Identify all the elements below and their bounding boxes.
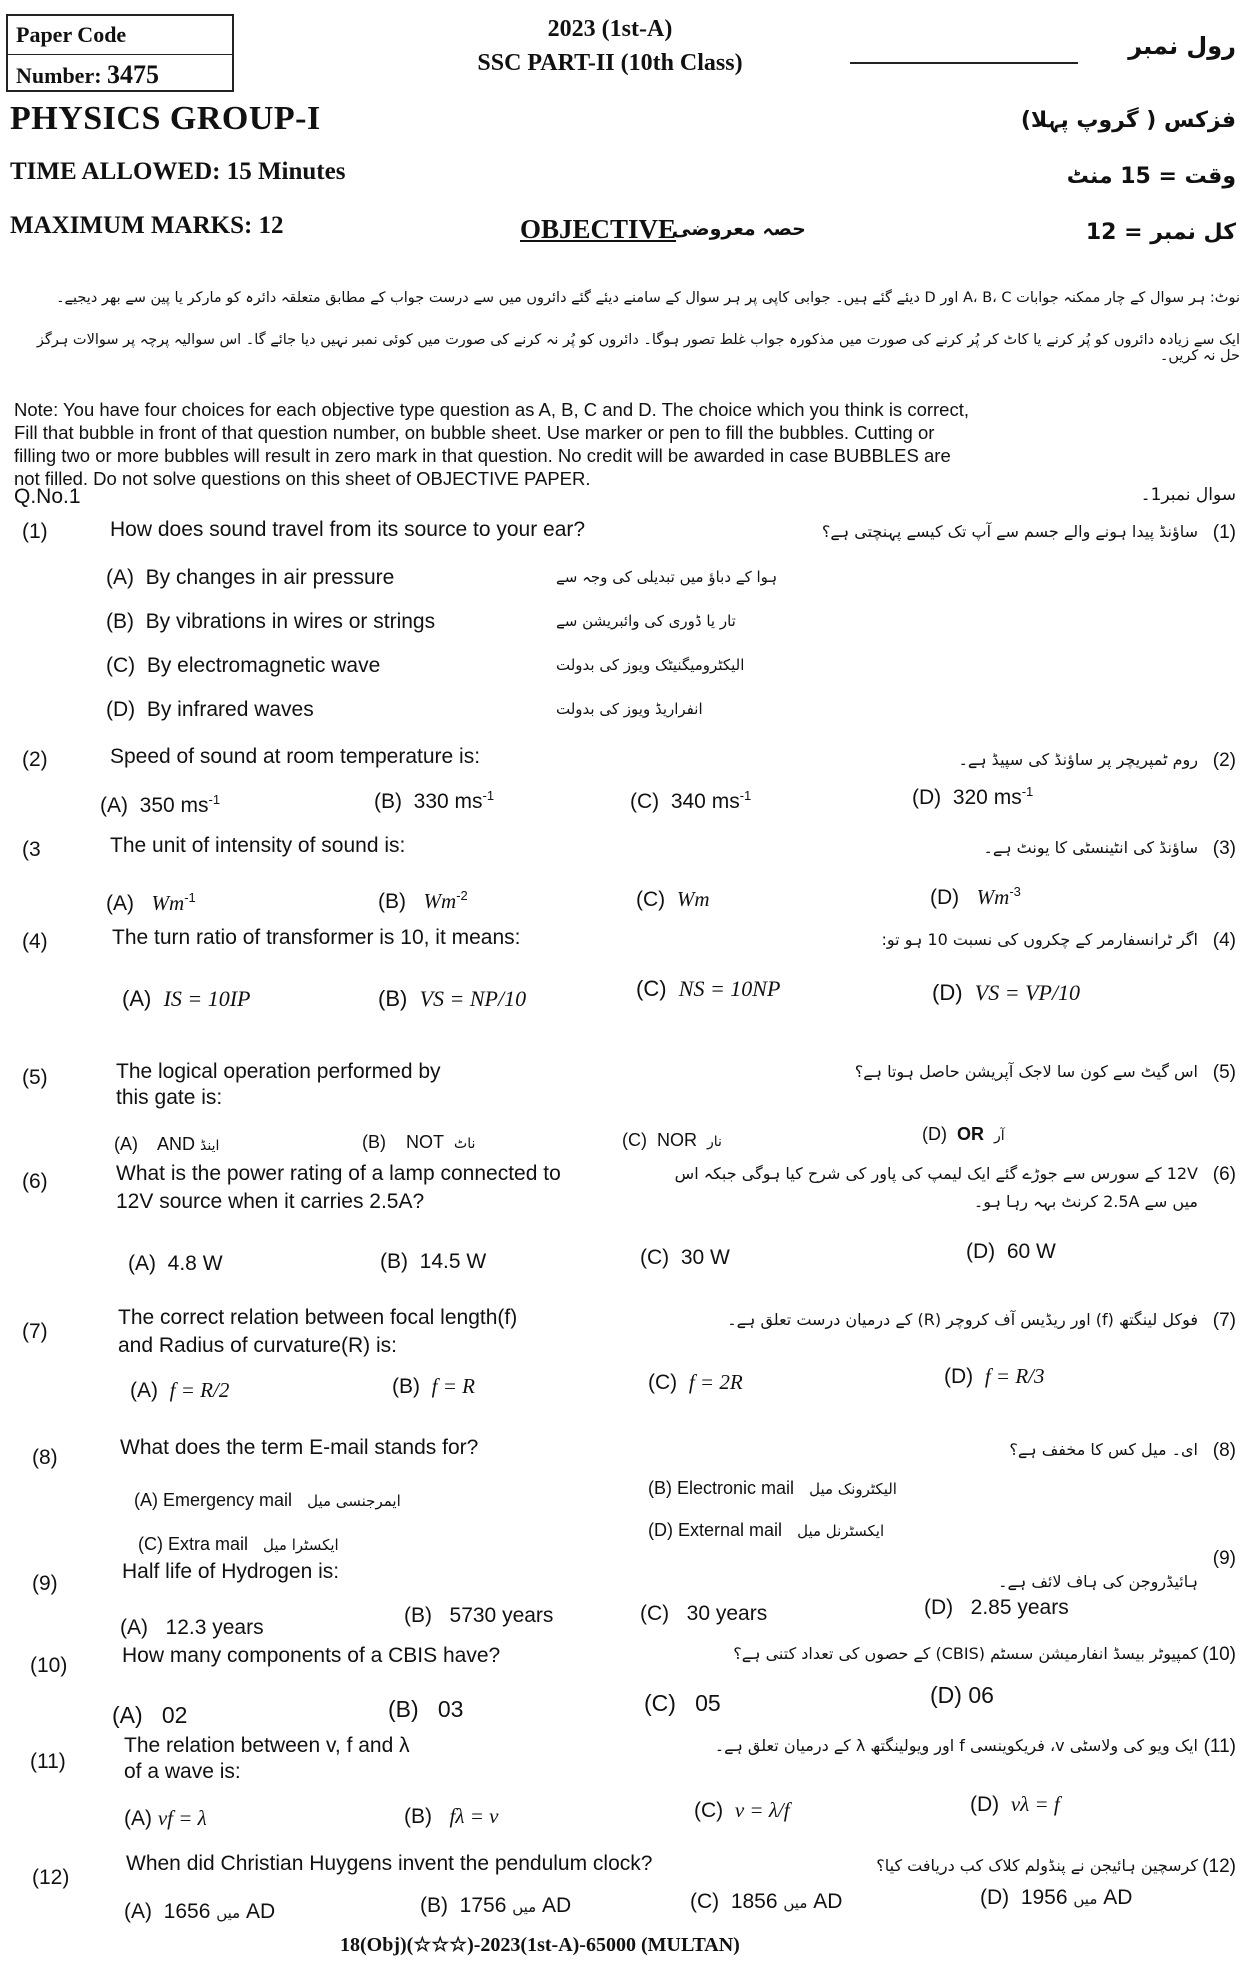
footer-code: 18(Obj)(☆☆☆)-2023(1st-A)-65000 (MULTAN) [340, 1934, 740, 1956]
option-b[interactable]: (B) 5730 years [404, 1604, 554, 1627]
option-c[interactable]: (C) NS = 10NP [636, 976, 781, 1001]
instructions-urdu-1: نوٹ: ہر سوال کے چار ممکنہ جوابات A، B، C اور D دیئے گئے ہیں۔ جوابی کاپی پر ہر سوال کے سامنے دیئے گئے دائروں میں سے درست جواب کے مطابق متعلقہ دائرہ کو مارکر یا پین سے بھر دیجیے۔ [56, 290, 1240, 306]
option-a[interactable]: (A) میں 1656 AD [124, 1900, 276, 1923]
maximum-marks: MAXIMUM MARKS: 12 [10, 212, 284, 239]
instructions-urdu-2: ایک سے زیادہ دائروں کو پُر کرنے یا کاٹ کر پُر کرنے کی صورت میں مذکورہ جواب غلط تصور ہوگا۔ دائروں کو پُر نہ کرنے کی صورت میں کوئی نمبر نہیں دیا جائے گا۔ اس سوالیہ پرچہ پر سوالات ہرگز حل نہ کریں۔ [36, 332, 1240, 364]
option-b[interactable]: (B) fλ = v [404, 1804, 499, 1828]
option-a[interactable]: (A) vf = λ [124, 1806, 207, 1830]
option-a[interactable]: (A) Emergency mail ایمرجنسی میل [134, 1490, 401, 1510]
option-d[interactable]: (D) vλ = f [970, 1792, 1060, 1816]
option-c[interactable]: (C) 30 W [640, 1246, 730, 1269]
exam-name: SSC PART-II (10th Class) [477, 50, 743, 76]
subject-title: PHYSICS GROUP-I [10, 100, 321, 137]
qno-label: Q.No.1 [14, 485, 81, 508]
option-a[interactable]: (A) 12.3 years [120, 1616, 264, 1639]
option-d[interactable]: (D) 320 $ms^{-1}$ [912, 784, 1034, 809]
option-c[interactable]: (C) میں 1856 AD [690, 1890, 843, 1913]
option-a[interactable]: (A) f = R/2 [130, 1378, 230, 1402]
option-b[interactable]: (B) NOT ناٹ [362, 1132, 476, 1152]
option-d[interactable]: (D) $Wm^{-3}$ [930, 884, 1021, 909]
option-a[interactable]: (A) 350 $ms^{-1}$ [100, 792, 221, 817]
qno-label-urdu: سوال نمبر1۔ [1140, 485, 1236, 505]
option-c[interactable]: (C) 340 $ms^{-1}$ [630, 788, 752, 813]
option-d[interactable]: (D) 2.85 years [924, 1596, 1069, 1619]
option-b[interactable]: (B) 14.5 W [380, 1250, 487, 1273]
roll-number-label: رول نمبر [1128, 32, 1236, 60]
option-c[interactable]: (C) By electromagnetic wave [106, 654, 381, 677]
option-d[interactable]: (D) External mail ایکسٹرنل میل [648, 1520, 885, 1540]
instructions-english: Note: You have four choices for each objective type question as A, B, C and D. The choice which you think is correct, Fill that bubble in front of that question number, on bubble sheet. Use marker or pen to fill the bubbles. Cutting or filling two or more bubbles will result in zero mark in that question. No credit will be awarded in case BUBBLES are not filled. Do not solve questions on this sheet of OBJECTIVE PAPER. [14, 399, 969, 489]
objective-heading: OBJECTIVE [520, 214, 677, 244]
option-c[interactable]: (C) 30 years [640, 1602, 768, 1625]
option-b[interactable]: (B) میں 1756 AD [420, 1894, 572, 1917]
objective-heading-urdu: حصہ معروضی [672, 218, 806, 240]
option-c[interactable]: (C) Extra mail ایکسٹرا میل [138, 1534, 339, 1554]
option-d[interactable]: (D) OR آر [922, 1124, 1005, 1144]
option-a[interactable]: (A) 02 [112, 1702, 188, 1728]
option-a[interactable]: (A) $Wm^{-1}$ [106, 890, 196, 915]
option-a[interactable]: (A) IS = 10IP [122, 986, 251, 1011]
option-d[interactable]: (D) 60 W [966, 1240, 1056, 1263]
option-b[interactable]: (B) f = R [392, 1374, 476, 1398]
option-d[interactable]: (D) میں 1956 AD [980, 1886, 1133, 1909]
option-d[interactable]: (D) VS = VP/10 [932, 980, 1081, 1005]
option-d[interactable]: (D) 06 [930, 1682, 994, 1708]
exam-paper: Paper Code Number: 3475 2023 (1st-A) SSC PART-II (10th Class) رول نمبر PHYSICS GROUP-I فزکس ( گروپ پہلا) TIME ALLOWED: 15 Minutes وقت = 15 منٹ MAXIMUM MARKS: 12 OBJECTIVE حصہ معروضی کل نمبر = 12 نوٹ: ہر سوال کے چار ممکنہ جوابات A، B، C اور D دیئے گئے ہیں۔ جوابی کاپی پر ہر سوال کے سامنے دیئے گئے دائروں میں سے درست جواب کے مطابق متعلقہ دائرہ کو مارکر یا پین سے بھر دیجیے۔ ایک سے زیادہ دائروں کو پُر کرنے یا کاٹ کر پُر کرنے کی صورت میں مذکورہ جواب غلط تصور ہوگا۔ دائروں کو پُر نہ کرنے کی صورت میں کوئی نمبر نہیں دیا جائے گا۔ اس سوالیہ پرچہ پر سوالات ہرگز حل نہ کریں۔ Note: You have four choices for each objective type question as A, B, C and D. The choice which you think is correct, Fill that bubble in front of that question number, on bubble sheet. Use marker or pen to fill the bubbles. Cutting or filling two or more bubbles will result in zero mark in that question. No credit will be awarded in case BUBBLES are not filled. Do not solve questions on this sheet of OBJECTIVE PAPER. Q.No.1 سوال نمبر1۔ (1) How does sound travel from its source to your ear? ساؤنڈ پیدا ہونے والے جسم سے آپ تک کیسے پہنچتی ہے؟ (1) (A) By changes in air pressure ہوا کے دباؤ میں تبدیلی کی وجہ سے (B) By vibrations in wires or strings تار یا ڈوری کی وائبریشن سے (C) By electromagnetic wave الیکٹرومیگنیٹک ویوز کی بدولت (D) By infrared waves انفراریڈ ویوز کی بدولت (2) Speed of sound at room temperature is: روم ٹمپریچر پر ساؤنڈ کی سپیڈ ہے۔ (2) (A) 350 $ms^{-1}$ (B) 330 $ms^{-1}$ (C) 340 $ms^{-1}$ (D) 320 $ms^{-1}$ (3 The unit of intensity of sound is: ساؤنڈ کی انٹینسٹی کا یونٹ ہے۔ (3) (A) $Wm^{-1}$ (B) $Wm^{-2}$ (C) Wm (D) $Wm^{-3}$ (4) The turn ratio of transformer is 10, it means: اگر ٹرانسفارمر کے چکروں کی نسبت 10 ہو تو: (4) (A) IS = 10IP (B) VS = NP/10 (C) NS = 10NP (D) VS = VP/10 (5) The logical operation performed by this gate is: اس گیٹ سے کون سا لاجک آپریشن حاصل ہوتا ہے؟ (5) (A) AND اینڈ (B) NOT ناٹ (C) NOR نار (D) OR آر (6) What is the power rating of a lamp connected to 12V source when it carries 2.5A? 12V کے سورس سے جوڑے گئے ایک لیمپ کی پاور کی شرح کیا ہوگی جبکہ اس میں سے 2.5A کرنٹ بہہ رہا ہو۔ (6) (A) 4.8 W (B) 14.5 W (C) 30 W (D) 60 W (7) The correct relation between focal length(f) and Radius of curvature(R) is: فوکل لینگتھ (f) اور ریڈیس آف کروچر (R) کے درمیان درست تعلق ہے۔ (7) (A) f = R/2 (B) f = R (C) f = 2R (D) f = R/3 (8) What does the term E-mail stands for? ای۔ میل کس کا مخفف ہے؟ (8) (A) Emergency mail ایمرجنسی میل (B) Electronic mail الیکٹرونک میل (C) Extra mail ایکسٹرا میل (D) External mail ایکسٹرنل میل (9) Half life of Hydrogen is: ہائیڈروجن کی ہاف لائف ہے۔ (9) (A) 12.3 years (B) 5730 years (C) 30 years (D) 2.85 years (10) How many components of a CBIS have? کمپیوٹر بیسڈ انفارمیشن سسٹم (CBIS) کے حصوں کی تعداد کتنی ہے؟ (10) (A) 02 (B) 03 (C) 05 (D) 06 (11) The relation between v, f and λ of a wave is: ایک ویو کی ولاسٹی v، فریکوینسی f اور ویولینگتھ λ کے درمیان تعلق ہے۔ (11) (A) vf = λ (B) fλ = v (C) v = λ/f (D) vλ = f (12) When did Christian Huygens invent the pendulum clock? کرسچین ہائیجن نے پنڈولم کلاک کب دریافت کیا؟ (12) (A) میں 1656 AD (B) میں 1756 AD (C) میں 1856 AD (D) میں 1956 AD 18(Obj)(☆☆☆)-2023(1st-A)-65000 (MULTAN) [0, 0, 1250, 1963]
roll-number-line [850, 62, 1078, 64]
option-b[interactable]: (B) 330 $ms^{-1}$ [374, 788, 495, 813]
option-a[interactable]: (A) By changes in air pressure [106, 566, 395, 589]
question-text: How does sound travel from its source to your ear? [110, 518, 586, 541]
option-c[interactable]: (C) f = 2R [648, 1370, 743, 1394]
option-b[interactable]: (B) 03 [388, 1696, 464, 1722]
exam-year: 2023 (1st-A) [547, 16, 673, 42]
paper-code-label: Paper Code [16, 22, 127, 47]
time-allowed: TIME ALLOWED: 15 Minutes [10, 158, 346, 185]
paper-code-box [6, 14, 234, 92]
option-d[interactable]: (D) By infrared waves [106, 698, 314, 721]
option-d[interactable]: (D) f = R/3 [944, 1364, 1045, 1388]
time-allowed-urdu: وقت = 15 منٹ [1066, 164, 1236, 189]
option-c[interactable]: (C) v = λ/f [694, 1798, 790, 1822]
option-b[interactable]: (B) By vibrations in wires or strings [106, 610, 436, 633]
option-c[interactable]: (C) Wm [636, 887, 710, 911]
option-b[interactable]: (B) $Wm^{-2}$ [378, 888, 468, 913]
option-b[interactable]: (B) VS = NP/10 [378, 986, 527, 1011]
paper-number: Number: 3475 [16, 60, 160, 89]
option-b[interactable]: (B) Electronic mail الیکٹرونک میل [648, 1478, 897, 1498]
subject-title-urdu: فزکس ( گروپ پہلا) [1020, 108, 1236, 133]
option-c[interactable]: (C) NOR نار [622, 1130, 722, 1150]
option-a[interactable]: (A) 4.8 W [128, 1252, 223, 1275]
option-a[interactable]: (A) AND اینڈ [114, 1134, 220, 1154]
maximum-marks-urdu: کل نمبر = 12 [1085, 220, 1236, 245]
option-c[interactable]: (C) 05 [644, 1690, 721, 1716]
